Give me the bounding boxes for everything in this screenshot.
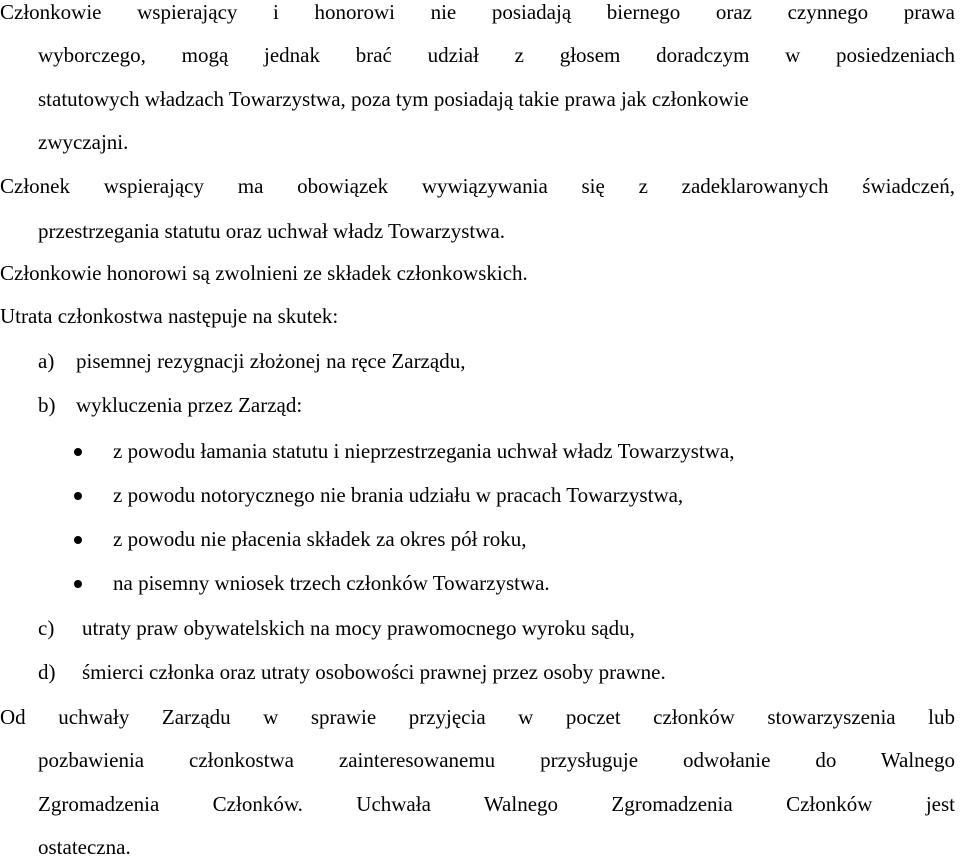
paragraph-1-line-1: Członkowie wspierający i honorowi nie posiadają biernego oraz czynnego prawa <box>0 0 955 24</box>
paragraph-5-line-2: pozbawienia członkostwa zainteresowanemu przysługuje odwołanie do Walnego <box>38 748 955 772</box>
list-marker: d) <box>38 660 56 684</box>
bullet-dot-icon <box>74 580 82 588</box>
bullet-text: z powodu nie płacenia składek za okres pół roku, <box>113 527 527 551</box>
paragraph-1-line-2: wyborczego, mogą jednak brać udział z głosem doradczym w posiedzeniach <box>38 43 955 67</box>
paragraph-3: Członkowie honorowi są zwolnieni ze składek członkowskich. <box>0 261 528 285</box>
paragraph-5-line-1: Od uchwały Zarządu w sprawie przyjęcia w poczet członków stowarzyszenia lub <box>0 705 955 729</box>
paragraph-1-line-3: statutowych władzach Towarzystwa, poza tym posiadają takie prawa jak członkowie <box>38 87 749 111</box>
bullet-text: z powodu notorycznego nie brania udziału w pracach Towarzystwa, <box>113 483 684 507</box>
bullet-text: na pisemny wniosek trzech członków Towarzystwa. <box>113 571 550 595</box>
bullet-dot-icon <box>74 492 82 500</box>
list-item-text: wykluczenia przez Zarząd: <box>76 393 303 417</box>
paragraph-2-line-2: przestrzegania statutu oraz uchwał władz Towarzystwa. <box>38 219 505 243</box>
bullet-dot-icon <box>74 536 82 544</box>
paragraph-4-intro: Utrata członkostwa następuje na skutek: <box>0 304 339 328</box>
list-marker: a) <box>38 349 55 373</box>
list-item-text: pisemnej rezygnacji złożonej na ręce Zarządu, <box>76 349 466 373</box>
paragraph-5-line-4: ostateczna. <box>38 835 131 859</box>
paragraph-2-line-1: Członek wspierający ma obowiązek wywiązywania się z zadeklarowanych świadczeń, <box>0 174 955 198</box>
bullet-text: z powodu łamania statutu i nieprzestrzegania uchwał władz Towarzystwa, <box>113 439 735 463</box>
paragraph-5-line-3: Zgromadzenia Członków. Uchwała Walnego Zgromadzenia Członków jest <box>38 792 955 816</box>
list-item-text: śmierci członka oraz utraty osobowości prawnej przez osoby prawne. <box>82 660 666 684</box>
list-marker: b) <box>38 393 56 417</box>
list-item-text: utraty praw obywatelskich na mocy prawomocnego wyroku sądu, <box>82 616 635 640</box>
paragraph-1-line-4: zwyczajni. <box>38 130 129 154</box>
list-marker: c) <box>38 616 55 640</box>
bullet-dot-icon <box>74 448 82 456</box>
